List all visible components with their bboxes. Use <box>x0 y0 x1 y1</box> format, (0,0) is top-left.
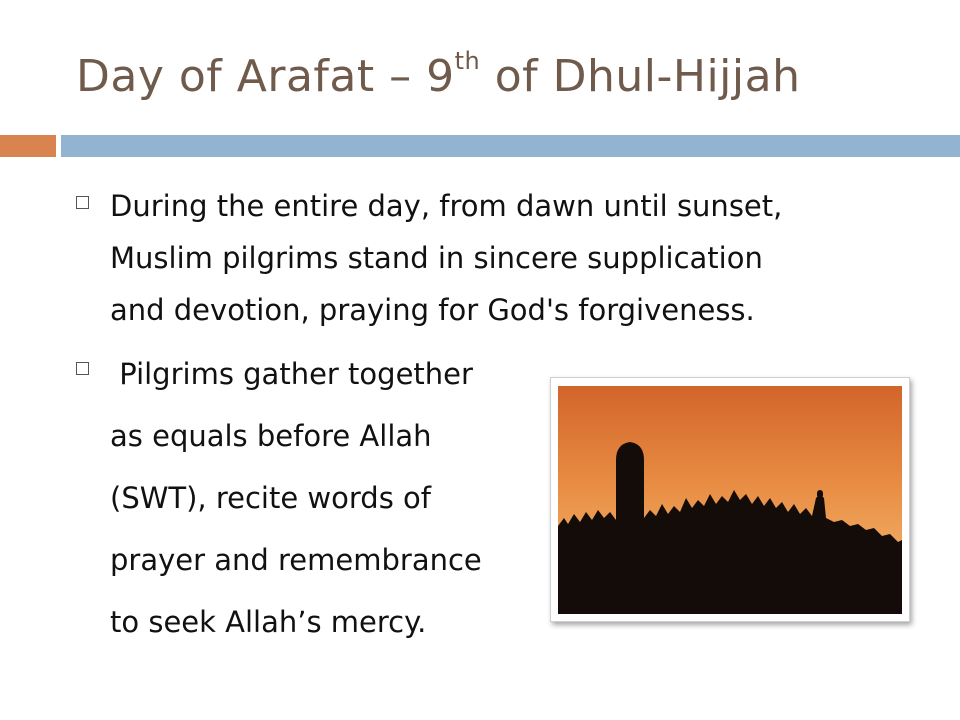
bullet-2-line-3: (SWT), recite words of <box>110 481 431 515</box>
arafat-sunset-photo <box>550 377 910 622</box>
bullet-1-text <box>110 180 900 336</box>
bullet-2-text <box>110 343 482 653</box>
square-bullet-icon <box>76 362 89 375</box>
bullet-1-line-3: and devotion, praying for God's forgiveness. <box>110 293 755 327</box>
bullet-2-line-2: as equals before Allah <box>110 419 432 453</box>
slide-title <box>76 44 800 110</box>
pilgrims-silhouette-image <box>558 386 902 614</box>
title-superscript: th <box>454 47 481 76</box>
accent-bar <box>0 135 56 157</box>
bullet-2-line-5: to seek Allah’s mercy. <box>110 605 427 639</box>
square-bullet-icon <box>76 196 89 209</box>
title-rule-bar <box>61 135 960 157</box>
bullet-2-line-4: prayer and remembrance <box>110 543 482 577</box>
bullet-2-line-1: Pilgrims gather together <box>110 357 473 391</box>
bullet-1-line-1: During the entire day, from dawn until sunset, <box>110 189 783 223</box>
title-main-text: Day of Arafat – 9 <box>76 51 455 102</box>
standing-figure <box>817 490 823 498</box>
monument-pillar <box>616 442 644 524</box>
bullet-1-line-2: Muslim pilgrims stand in sincere supplication <box>110 241 763 275</box>
title-end-text: of Dhul-Hijjah <box>480 51 801 102</box>
